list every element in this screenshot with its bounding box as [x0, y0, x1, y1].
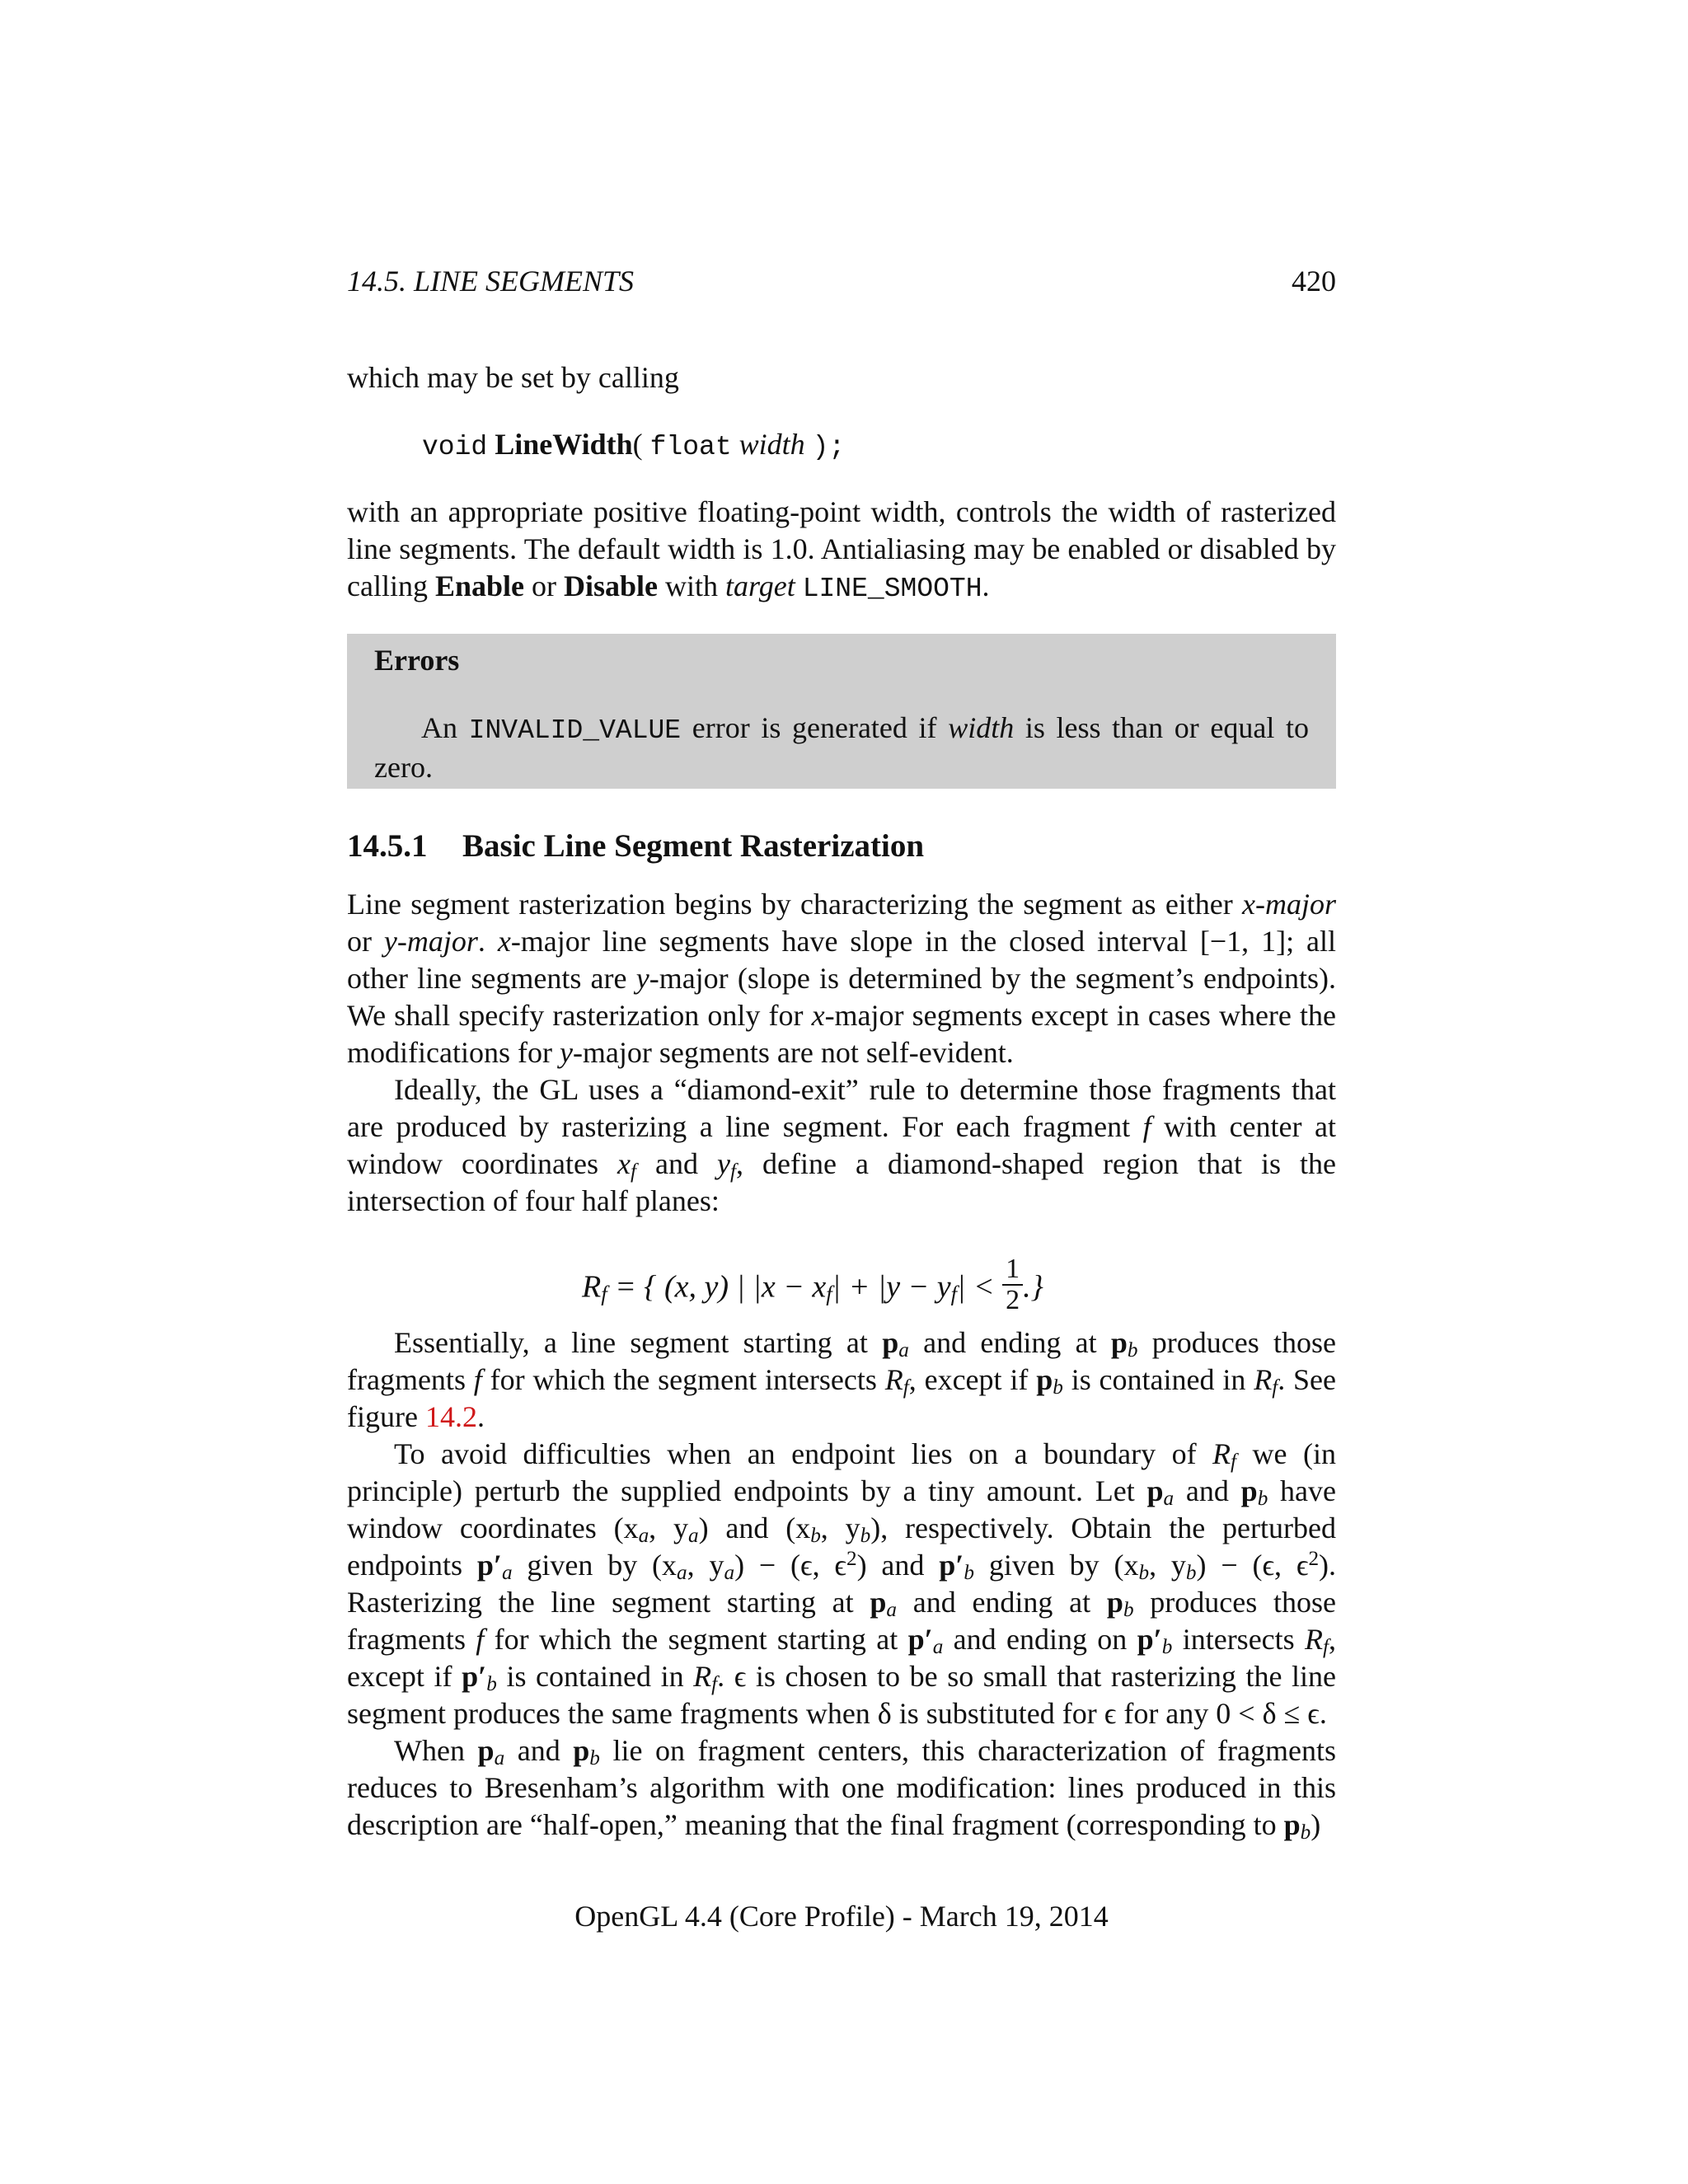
section-body-continued [347, 1324, 1336, 1844]
enable-command: Enable [434, 569, 525, 602]
proto-param-type: float [649, 432, 732, 462]
errors-box [347, 634, 1336, 789]
figure-link[interactable]: 14.2 [424, 1400, 477, 1433]
proto-paren-open: ( [632, 428, 643, 461]
intro-text: which may be set by calling [347, 361, 679, 394]
section-body [347, 886, 1336, 1220]
fraction-one-half: $\frac{1}{2}$ [1002, 1254, 1023, 1315]
proto-param-name: width [738, 428, 805, 461]
paragraph-perturb: To avoid difficulties when an endpoint lies on a boundary of $R_f$ we (in principle) perturb the supplied endpoints by a tiny amount. Let $p_a$ and $p_b$ have window coordinates ($x_a$, $y_a$) and ($x_b$, $y_b$), respectively. Obtain the perturbed endpoints $p'_a$ given by ($x_a$, $y_a) - (\epsilon$, $\epsilon^2$) and $p'_b$ given by ($x_b$, $y_b) - (\epsilon$, $\epsilon^2$). Rasterizing the line segment starting at $p_a$ and ending at $p_b$ produces those fragments f for which the segment starting at $p'_a$ and ending on $p'_b$ intersects $R_f$, except if $p'_b$ is contained in $R_f$. ϵ is chosen to be so small that rasterizing the line segment produces the same fragments when δ is substituted for ϵ for any 0 < δ ≤ ϵ. [347, 1437, 1337, 1730]
page-footer: OpenGL 4.4 (Core Profile) - March 19, 2014 [574, 1900, 1109, 1933]
section-title: Basic Line Segment Rasterization [462, 828, 925, 864]
proto-return-type: void [422, 432, 488, 462]
page-number: 420 [1292, 265, 1336, 298]
errors-text: An INVALID_VALUE error is generated if width is less than or equal to zero. [374, 711, 1310, 784]
paragraph-bresenham: When $p_a$ and $p_b$ lie on fragment centers, this characterization of fragments reduces to Bresenham’s algorithm with one modification: lines produced in this description are “half-open,” meaning that the final fragment (corresponding to $p_b$) [347, 1734, 1337, 1844]
line-smooth-constant: LINE_SMOOTH [802, 574, 982, 604]
diamond-region-equation: $R_f$ = { (x, y) | $|x - x_f| + |y - y_f|$ < $\frac{1}{2}$ .} [582, 1254, 1043, 1315]
section-heading [347, 826, 1336, 867]
section-number: 14.5.1 [347, 828, 428, 864]
proto-paren-close: ); [812, 432, 846, 462]
paragraph-major: Line segment rasterization begins by characterizing the segment as either x-major or y-major. x-major line segments have slope in the closed interval [−1, 1]; all other line segments are y-major (slope is determined by the segment’s endpoints). We shall specify rasterization only for x-major segments except in cases where the modifications for y-major segments are not self-evident. [347, 888, 1336, 1069]
paragraph-essentially: Essentially, a line segment starting at $p_a$ and ending at $p_b$ produces those fragments f for which the segment intersects $R_f$, except if $p_b$ is contained in $R_f$. See figure 14.2. [347, 1326, 1337, 1433]
paragraph-diamond-exit: Ideally, the GL uses a “diamond-exit” rule to determine those fragments that are produced by rasterizing a line segment. For each fragment f with center at window coordinates $x_f$ and $y_f$, define a diamond-shaped region that is the intersection of four half planes: [347, 1073, 1337, 1217]
header-section: 14.5. LINE SEGMENTS [347, 265, 635, 298]
invalid-value-constant: INVALID_VALUE [468, 715, 682, 746]
running-header [347, 260, 1336, 302]
proto-function-name: LineWidth [495, 428, 633, 461]
paragraph-linewidth: with an appropriate positive floating-point width, controls the width of rasterized line segments. The default width is 1.0. Antialiasing may be enabled or disabled by calling Enable or Disable with target LINE_SMOOTH. [347, 495, 1336, 604]
errors-title: Errors [374, 644, 460, 677]
disable-command: Disable [564, 569, 659, 602]
function-prototype [422, 426, 1164, 466]
